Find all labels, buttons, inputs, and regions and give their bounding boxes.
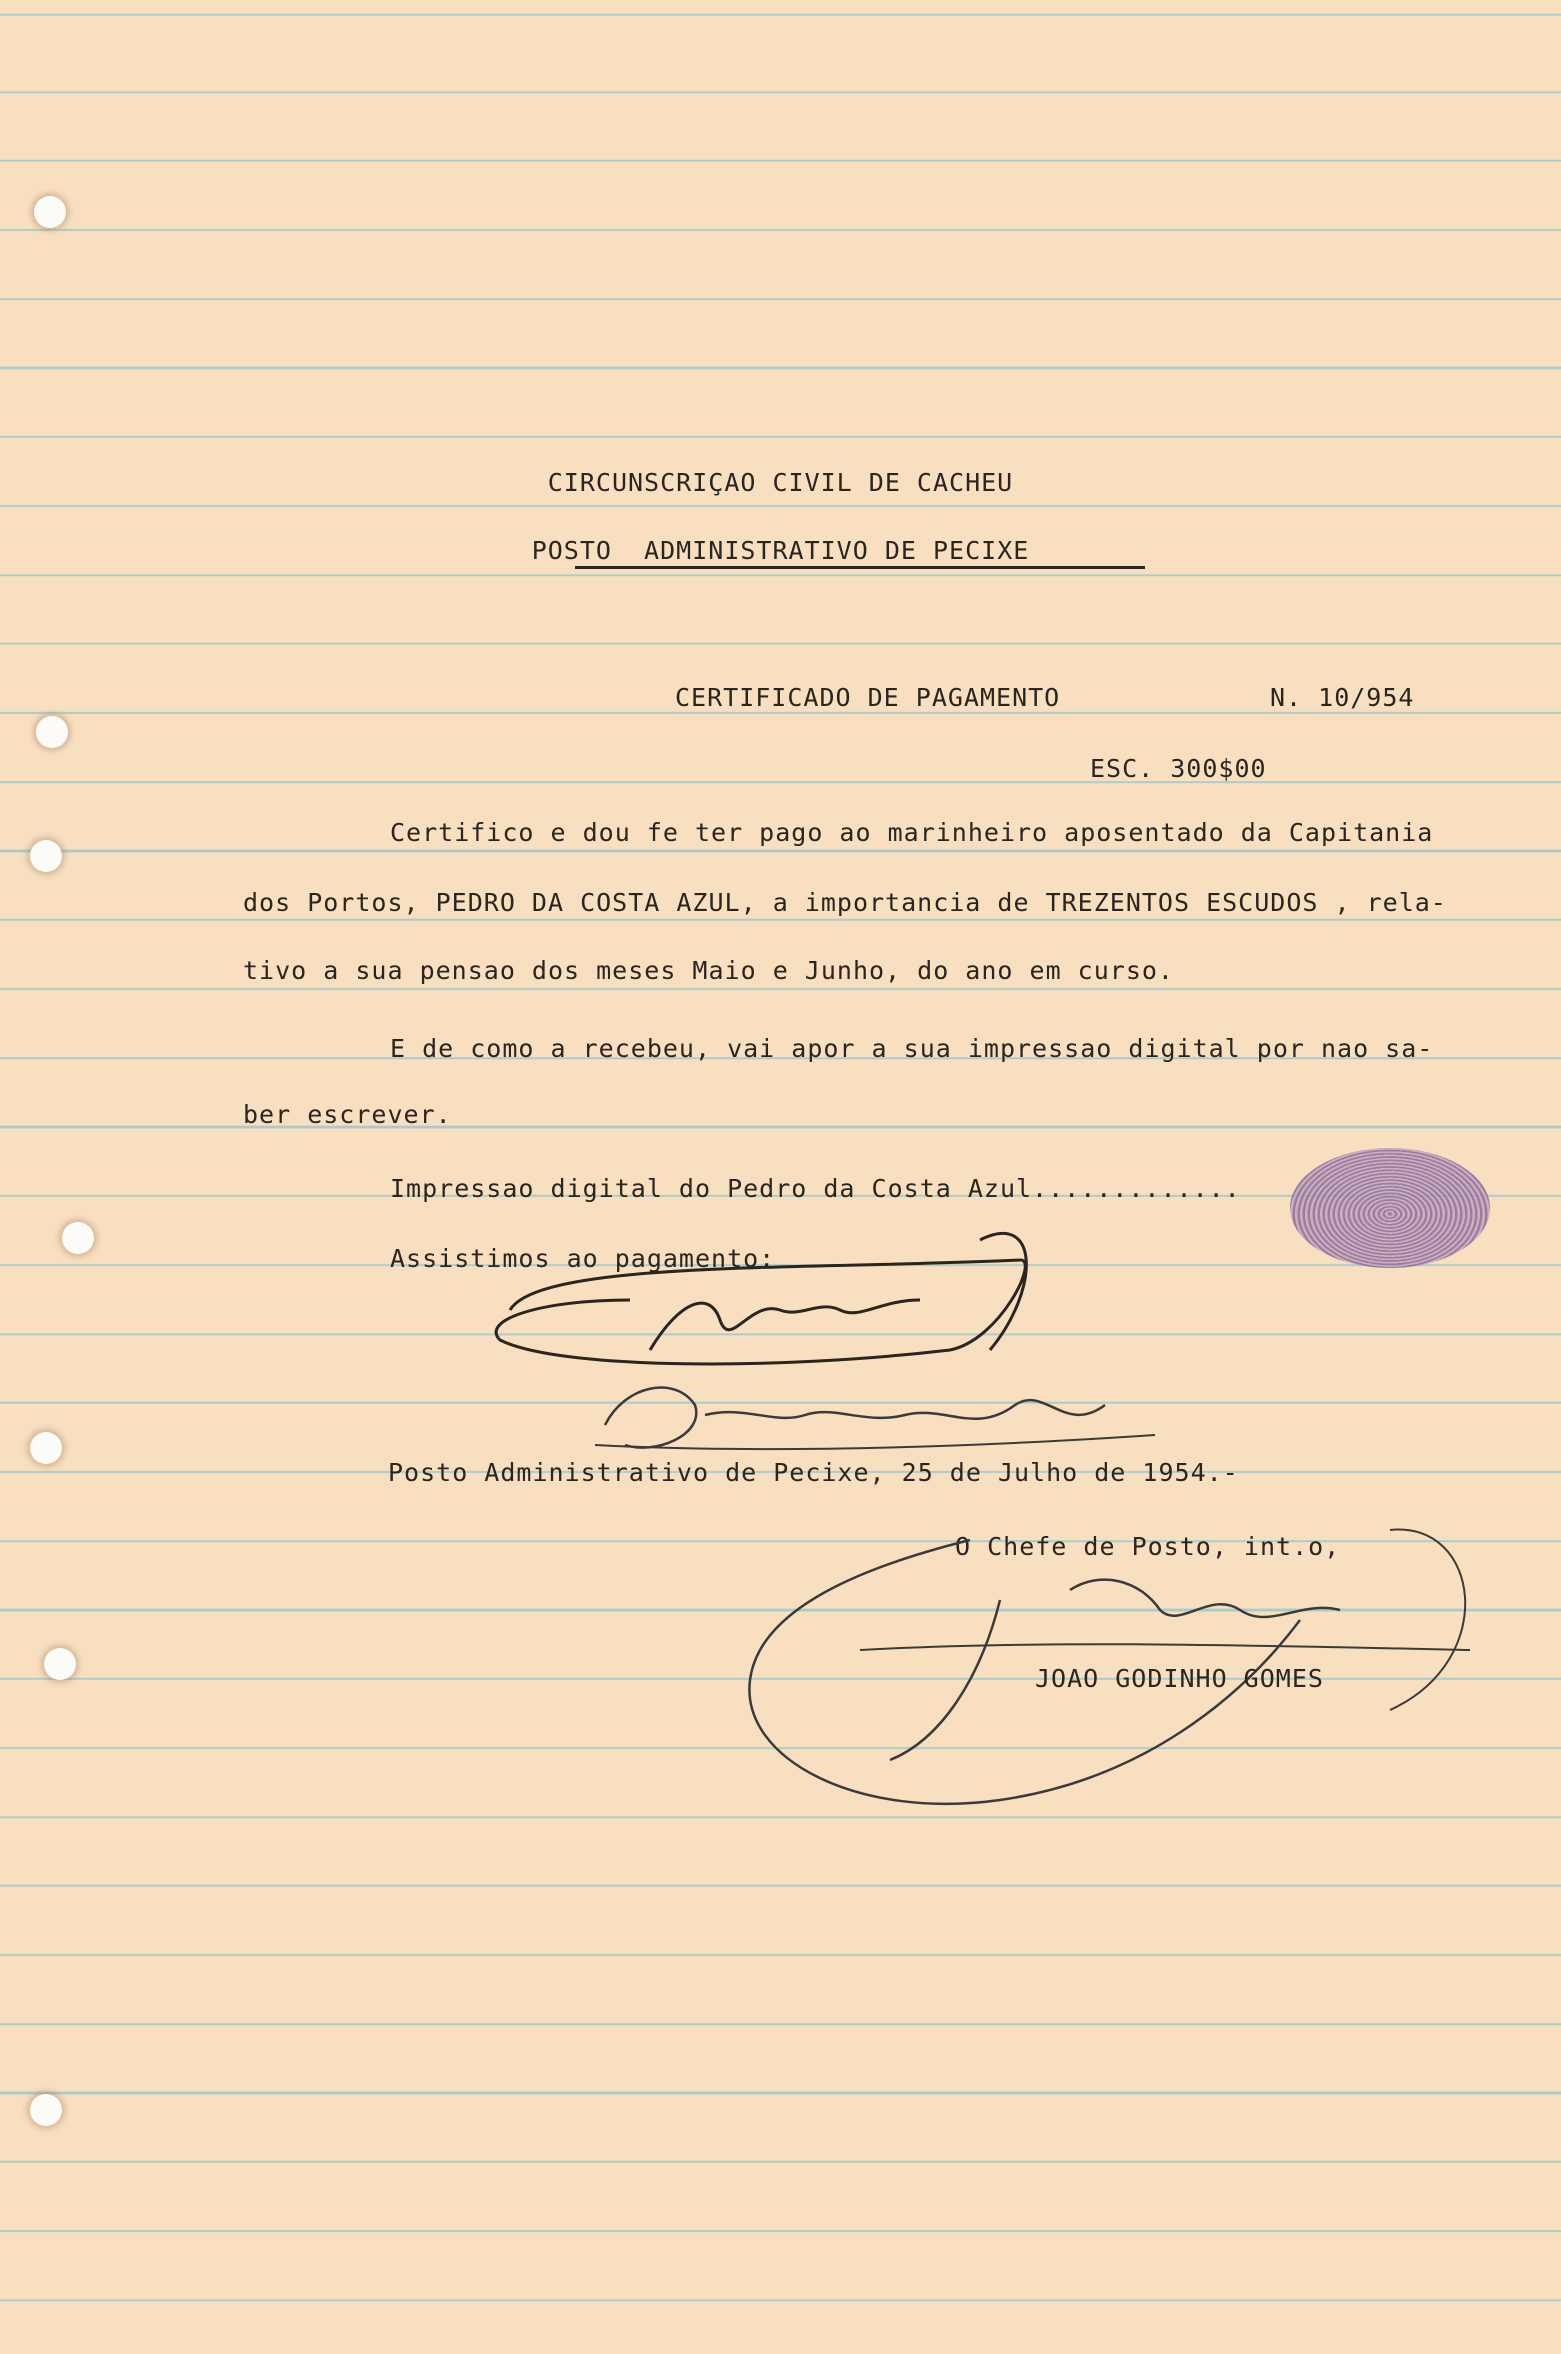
paragraph-2-line-1: E de como a recebeu, vai apor a sua impressao digital por nao sa- bbox=[390, 1034, 1434, 1063]
punch-hole bbox=[36, 716, 68, 748]
header-line-2: POSTO ADMINISTRATIVO DE PECIXE bbox=[531, 536, 1030, 565]
punch-hole bbox=[62, 1222, 94, 1254]
chief-role: O Chefe de Posto, int.o, bbox=[955, 1532, 1341, 1561]
paragraph-1-line-2: dos Portos, PEDRO DA COSTA AZUL, a importancia de TREZENTOS ESCUDOS , rela- bbox=[243, 888, 1447, 917]
header-underline bbox=[575, 566, 1145, 569]
fingerprint-line: Impressao digital do Pedro da Costa Azul............. bbox=[390, 1174, 1241, 1203]
punch-hole bbox=[34, 196, 66, 228]
witness-line: Assistimos ao pagamento: bbox=[390, 1244, 776, 1273]
paragraph-2-line-2: ber escrever. bbox=[243, 1100, 452, 1129]
header-line-1: CIRCUNSCRIÇAO CIVIL DE CACHEU bbox=[547, 468, 1014, 497]
punch-hole bbox=[44, 1648, 76, 1680]
punch-hole bbox=[30, 840, 62, 872]
paragraph-1-line-3: tivo a sua pensao dos meses Maio e Junho, do ano em curso. bbox=[243, 956, 1174, 985]
fingerprint-impression bbox=[1290, 1148, 1490, 1268]
punch-hole bbox=[30, 2094, 62, 2126]
witness-signature-1 bbox=[480, 1200, 1080, 1400]
paragraph-1-line-1: Certifico e dou fe ter pago ao marinheiro aposentado da Capitania bbox=[390, 818, 1434, 847]
certificate-number: N. 10/954 bbox=[1270, 683, 1415, 712]
certificate-title: CERTIFICADO DE PAGAMENTO bbox=[675, 683, 1061, 712]
punch-hole bbox=[30, 1432, 62, 1464]
witness-signature-2 bbox=[585, 1345, 1165, 1475]
certificate-amount: ESC. 300$00 bbox=[1090, 754, 1267, 783]
chief-name: JOAO GODINHO GOMES bbox=[1035, 1664, 1324, 1693]
place-and-date: Posto Administrativo de Pecixe, 25 de Julho de 1954.- bbox=[388, 1458, 1239, 1487]
